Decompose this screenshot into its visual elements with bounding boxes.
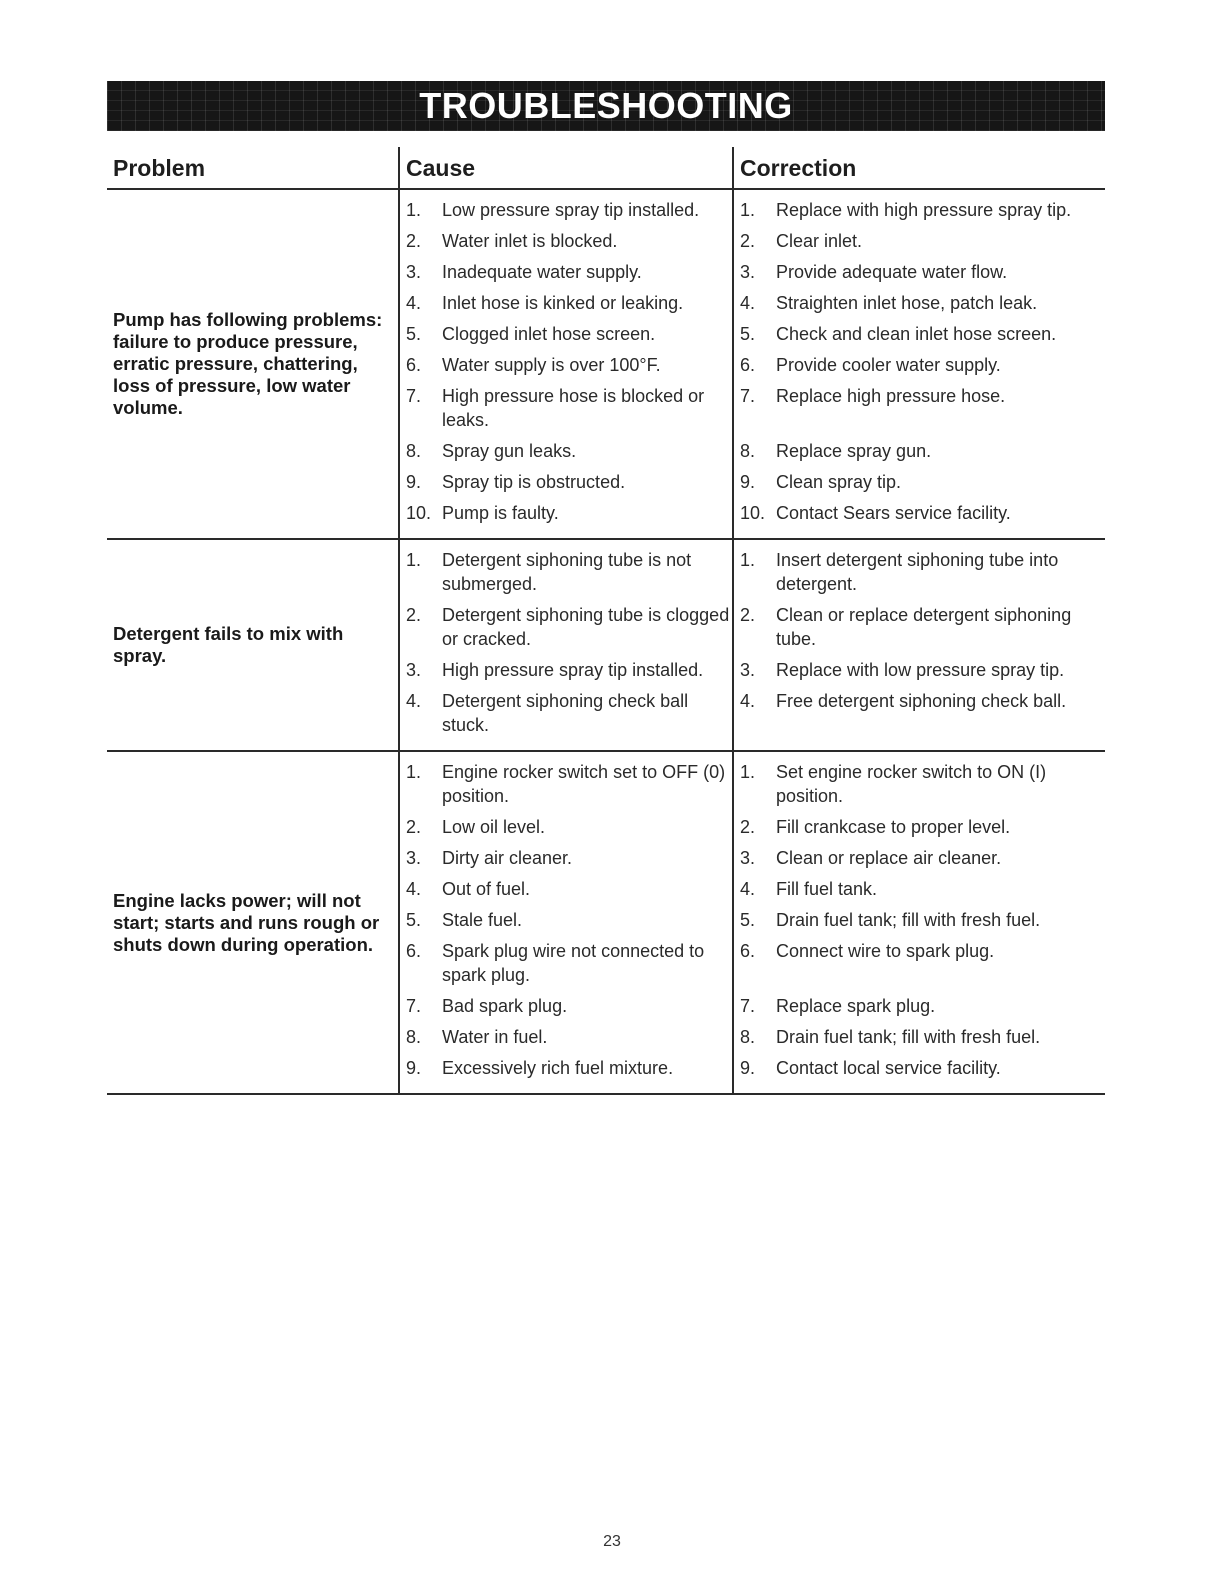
- correction-item: 10. Contact Sears service facility.: [740, 503, 1011, 523]
- correction-list: [732, 540, 1105, 750]
- correction-item: 4. Fill fuel tank.: [740, 879, 878, 899]
- correction-item: 9. Clean spray tip.: [740, 472, 902, 492]
- cause-list: [398, 190, 732, 538]
- correction-item: 1. Replace with high pressure spray tip.: [740, 200, 1072, 220]
- cause-item: 5. Stale fuel.: [406, 910, 523, 930]
- correction-item: 7. Replace spark plug.: [740, 996, 936, 1016]
- table-header: [107, 147, 1105, 190]
- correction-item: 3. Clean or replace air cleaner.: [740, 848, 1002, 868]
- correction-item: 7. Replace high pressure hose.: [740, 386, 1006, 406]
- cause-item: 7. Bad spark plug.: [406, 996, 568, 1016]
- cause-item: 4. Out of fuel.: [406, 879, 531, 899]
- correction-item: 9. Contact local service facility.: [740, 1058, 1001, 1078]
- cause-item: 7. High pressure hose is blocked or leaks.: [406, 386, 705, 430]
- cause-item: 9. Spray tip is obstructed.: [406, 472, 626, 492]
- cause-item: 6. Water supply is over 100°F.: [406, 355, 661, 375]
- page-number: 23: [603, 1533, 621, 1550]
- correction-item: 6. Connect wire to spark plug.: [740, 941, 995, 961]
- table-section: [107, 538, 1105, 750]
- correction-item: 6. Provide cooler water supply.: [740, 355, 1001, 375]
- correction-item: 1. Set engine rocker switch to ON (I) position.: [740, 762, 1047, 806]
- correction-item: 4. Straighten inlet hose, patch leak.: [740, 293, 1038, 313]
- correction-item: 2. Clean or replace detergent siphoning tube.: [740, 605, 1072, 649]
- table-section: [107, 190, 1105, 538]
- correction-list: [732, 752, 1105, 1093]
- correction-item: 5. Check and clean inlet hose screen.: [740, 324, 1057, 344]
- problem-text: Detergent fails to mix with spray.: [113, 623, 344, 666]
- page-title: TROUBLESHOOTING: [419, 85, 793, 126]
- correction-item: 8. Replace spray gun.: [740, 441, 932, 461]
- cause-item: 8. Water in fuel.: [406, 1027, 548, 1047]
- cause-item: 4. Inlet hose is kinked or leaking.: [406, 293, 684, 313]
- title-banner: [107, 81, 1105, 131]
- cause-list: [398, 752, 732, 1093]
- header-problem: Problem: [113, 155, 206, 181]
- correction-item: 4. Free detergent siphoning check ball.: [740, 691, 1067, 711]
- cause-item: 4. Detergent siphoning check ball stuck.: [406, 691, 689, 735]
- correction-item: 5. Drain fuel tank; fill with fresh fuel.: [740, 910, 1041, 930]
- table-section: [107, 750, 1105, 1093]
- header-correction: Correction: [732, 147, 1105, 188]
- cause-list: [398, 540, 732, 750]
- correction-item: 3. Replace with low pressure spray tip.: [740, 660, 1065, 680]
- cause-item: 1. Detergent siphoning tube is not submerged.: [406, 550, 692, 594]
- cause-item: 6. Spark plug wire not connected to spark plug.: [406, 941, 705, 985]
- cause-item: 2. Low oil level.: [406, 817, 546, 837]
- cause-item: 8. Spray gun leaks.: [406, 441, 577, 461]
- troubleshooting-table: [107, 147, 1105, 1095]
- correction-item: 2. Fill crankcase to proper level.: [740, 817, 1011, 837]
- cause-item: 1. Engine rocker switch set to OFF (0) position.: [406, 762, 726, 806]
- correction-item: 1. Insert detergent siphoning tube into detergent.: [740, 550, 1059, 594]
- cause-item: 2. Detergent siphoning tube is clogged or cracked.: [406, 605, 730, 649]
- correction-item: 2. Clear inlet.: [740, 231, 863, 251]
- cause-item: 3. Dirty air cleaner.: [406, 848, 573, 868]
- problem-text: Pump has following problems: failure to produce pressure, erratic pressure, chattering, loss of pressure, low water volume.: [113, 309, 383, 418]
- cause-item: 10. Pump is faulty.: [406, 503, 559, 523]
- cause-item: 3. High pressure spray tip installed.: [406, 660, 704, 680]
- correction-item: 8. Drain fuel tank; fill with fresh fuel.: [740, 1027, 1041, 1047]
- correction-item: 3. Provide adequate water flow.: [740, 262, 1008, 282]
- problem-text: Engine lacks power; will not start; starts and runs rough or shuts down during operation.: [113, 889, 380, 955]
- cause-item: 3. Inadequate water supply.: [406, 262, 642, 282]
- cause-item: 9. Excessively rich fuel mixture.: [406, 1058, 674, 1078]
- header-cause: Cause: [398, 147, 732, 188]
- correction-list: [732, 190, 1105, 538]
- cause-item: 2. Water inlet is blocked.: [406, 231, 618, 251]
- cause-item: 5. Clogged inlet hose screen.: [406, 324, 656, 344]
- cause-item: 1. Low pressure spray tip installed.: [406, 200, 700, 220]
